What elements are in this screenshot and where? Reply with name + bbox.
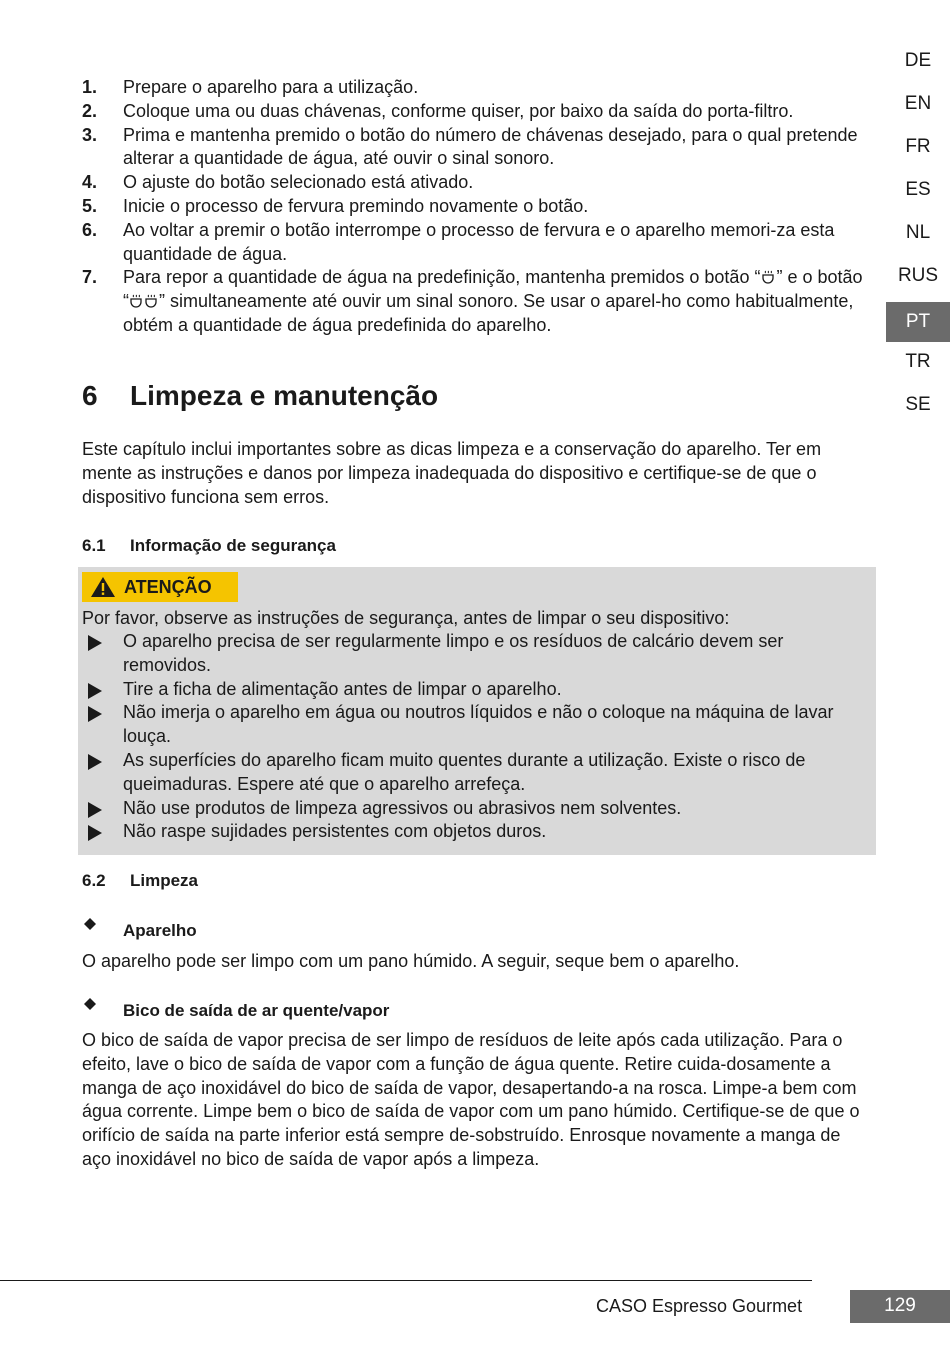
step-text: Ao voltar a premir o botão interrompe o processo de fervura e o aparelho memori-za esta quantidade de água. [123, 219, 835, 264]
warning-item [82, 630, 862, 678]
diamond-bullet-icon [82, 1001, 123, 1021]
topic-text-aparelho: O aparelho pode ser limpo com um pano húmido. A seguir, seque bem o aparelho. [82, 951, 740, 971]
step-item [82, 219, 872, 267]
warning-triangle-icon [90, 576, 116, 598]
single-cup-icon [760, 267, 776, 281]
step-item [82, 171, 872, 195]
warning-label-text: ATENÇÃO [124, 576, 212, 597]
step-number: 4. [82, 172, 98, 193]
warning-item [82, 820, 862, 844]
step-item [82, 100, 872, 124]
warning-item-text: Não use produtos de limpeza agressivos ou abrasivos nem solventes. [123, 797, 682, 818]
step-text-part: ” e o botão “ [123, 267, 863, 312]
arrow-bullet-icon [82, 678, 123, 702]
lang-tab-es[interactable]: ES [905, 179, 931, 200]
warning-item [82, 701, 862, 749]
lang-tab-pt[interactable]: PT [886, 302, 950, 342]
warning-item [82, 678, 862, 702]
lang-tab-de[interactable]: DE [904, 50, 932, 71]
section-number: 6 [82, 380, 98, 411]
arrow-bullet-icon [82, 797, 123, 821]
subsection-heading-safety [82, 536, 336, 556]
double-cup-icon [129, 291, 159, 305]
section-title: Limpeza e manutenção [130, 380, 439, 411]
warning-item-text: As superfícies do aparelho ficam muito quentes durante a utilização. Existe o risco de queimaduras. Espere até que o aparelho arrefeça. [123, 749, 806, 794]
step-text: Prepare o aparelho para a utilização. [123, 77, 419, 97]
topic-heading-aparelho [82, 921, 197, 941]
footer-product-title: CASO Espresso Gourmet [596, 1296, 803, 1316]
arrow-bullet-icon [82, 749, 123, 797]
lang-tab-se[interactable]: SE [905, 394, 931, 415]
step-number: 3. [82, 124, 98, 145]
topic-heading-bico [82, 1001, 389, 1021]
step-text-part: ” simultaneamente até ouvir um sinal sonoro. Se usar o aparel-ho como habitualmente, obtém a quantidade de água predefinida do aparelho. [123, 291, 854, 335]
subsection-heading-cleaning [82, 871, 198, 891]
arrow-bullet-icon [82, 701, 123, 749]
section-heading [82, 380, 438, 412]
page-number: 129 [850, 1290, 950, 1323]
lang-tab-fr[interactable]: FR [905, 136, 931, 157]
subsection-number: 6.2 [82, 871, 106, 890]
lang-tab-nl[interactable]: NL [905, 222, 931, 243]
step-number: 6. [82, 219, 98, 240]
step-item [82, 195, 872, 219]
step-number: 2. [82, 100, 98, 121]
step-number: 1. [82, 77, 98, 97]
step-text-part: Para repor a quantidade de água na predefinição, mantenha premidos o botão “ [123, 267, 761, 288]
step-text [123, 266, 872, 337]
topic-title: Bico de saída de ar quente/vapor [123, 1001, 390, 1020]
warning-item-text: Não imerja o aparelho em água ou noutros líquidos e não o coloque na máquina de lavar louça. [123, 702, 834, 747]
topic-title: Aparelho [123, 921, 197, 940]
warning-item-text: Não raspe sujidades persistentes com objetos duros. [123, 821, 547, 842]
step-item [82, 76, 872, 100]
step-item [82, 124, 872, 172]
step-item [82, 266, 872, 337]
arrow-bullet-icon [82, 630, 123, 678]
diamond-bullet-icon [82, 921, 123, 941]
steps-list [82, 76, 872, 338]
step-text: Coloque uma ou duas chávenas, conforme quiser, por baixo da saída do porta-filtro. [123, 100, 794, 121]
warning-item [82, 797, 862, 821]
step-text: Inicie o processo de fervura premindo novamente o botão. [123, 195, 589, 216]
lang-tab-en[interactable]: EN [904, 93, 932, 114]
warning-item-text: Tire a ficha de alimentação antes de limpar o aparelho. [123, 678, 562, 699]
warning-item-text: O aparelho precisa de ser regularmente limpo e os resíduos de calcário devem ser removidos. [123, 631, 784, 675]
warning-label [82, 572, 238, 602]
step-number: 7. [82, 267, 98, 288]
footer-divider [0, 1280, 812, 1281]
step-number: 5. [82, 195, 98, 216]
step-text: O ajuste do botão selecionado está ativado. [123, 172, 474, 193]
section-intro: Este capítulo inclui importantes sobre as dicas limpeza e a conservação do aparelho. Ter em mente as instruções e danos por limpeza inadequada do dispositivo e certifique-se de que o dispositivo funciona sem erros. [82, 439, 822, 507]
warning-list [82, 630, 862, 844]
subsection-title: Limpeza [130, 871, 199, 890]
subsection-title: Informação de segurança [130, 536, 336, 555]
arrow-bullet-icon [82, 820, 123, 844]
subsection-number: 6.1 [82, 536, 106, 555]
language-nav [886, 42, 950, 429]
lang-tab-tr[interactable]: TR [905, 351, 931, 372]
step-text: Prima e mantenha premido o botão do número de chávenas desejado, para o qual pretende alterar a quantidade de água, até ouvir o sinal sonoro. [123, 124, 858, 169]
warning-box [78, 567, 876, 855]
topic-text-bico: O bico de saída de vapor precisa de ser limpo de resíduos de leite após cada utilização. Para o efeito, lave o bico de saída de vapor com a função de água quente. Retire cuida-dosamente a manga de aço inoxidável do bico de saída de vapor, desapertando-a na rosca. Limpe-a bem com água corrente. Limpe bem o bico de saída de vapor com um pano húmido. Certifique-se de que o orifício de saída na parte inferior está sempre de-sobstruído. Enrosque novamente a manga de aço inoxidável no bico de saída de vapor após a limpeza. [82, 1030, 860, 1169]
warning-item [82, 749, 862, 797]
warning-intro: Por favor, observe as instruções de segurança, antes de limpar o seu dispositivo: [82, 608, 730, 628]
lang-tab-rus[interactable]: RUS [897, 265, 939, 286]
